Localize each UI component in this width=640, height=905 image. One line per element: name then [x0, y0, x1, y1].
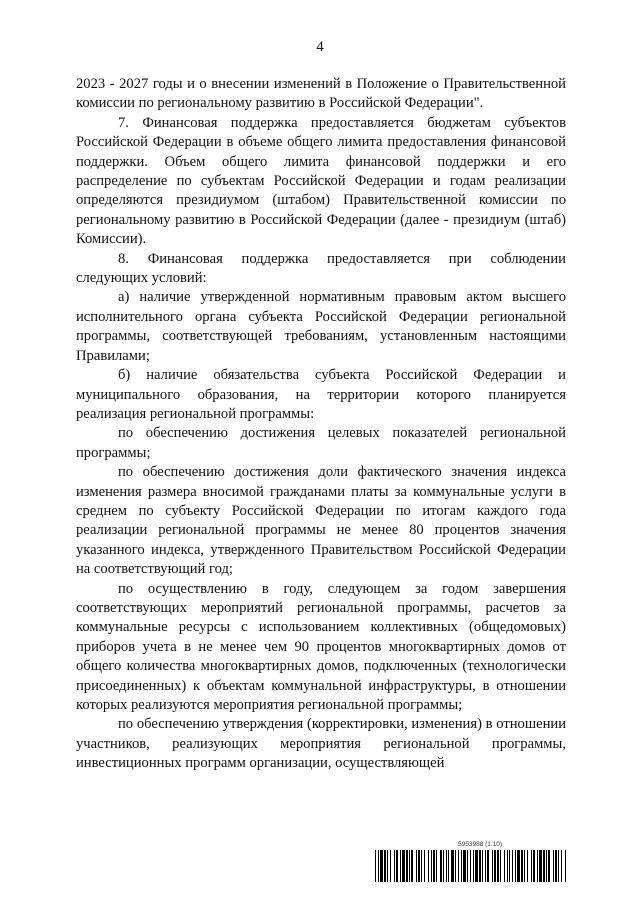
document-body	[76, 75, 566, 774]
barcode-bar	[387, 850, 388, 882]
barcode-bar	[479, 850, 481, 882]
barcode-bar	[482, 850, 483, 882]
subitem-b: б) наличие обязательства субъекта Российской Федерации и муниципального образования, на территории которого планируется реализация региональной программы:	[76, 367, 566, 422]
barcode-bar	[521, 850, 523, 882]
barcode-bar	[548, 850, 550, 882]
barcode-bar	[531, 850, 532, 882]
subitem-a: а) наличие утвержденной нормативным правовым актом высшего исполнительного органа субъекта Российской Федерации региональной программы, соответствующей требованиям, установленным настоящими Правилами;	[76, 289, 566, 364]
barcode-bar	[431, 850, 432, 882]
barcode-bar	[504, 850, 505, 882]
barcode-bar	[539, 850, 542, 882]
obligation-metering: по осуществлению в году, следующем за годом завершения соответствующих мероприятий региональной программы, расчетов за коммунальные ресурсы с использованием коллективных (общедомовых) приборов учета в не менее чем 90 процентов многоквартирных домов от общего количества многоквартирных домов, подключенных (технологически присоединенных) к объектам коммунальной инфраструктуры, в отношении которых реализуются мероприятия региональной программы;	[76, 580, 566, 713]
paragraph-item-7: 7. Финансовая поддержка предоставляется бюджетам субъектов Российской Федерации в объеме общего лимита предоставления финансовой поддержки. Объем общего лимита финансовой поддержки и его распределение по субъектам Российской Федерации и годам реализации определяются президиумом (штабом) Правительственной комиссии по региональному развитию в Российской Федерации (далее - президиум (штаб) Комиссии).	[76, 114, 566, 248]
barcode-bar	[470, 850, 471, 882]
barcode-bar	[396, 850, 398, 882]
barcode-bar	[443, 850, 444, 882]
barcode-bar	[512, 850, 513, 882]
barcode-bar	[524, 850, 525, 882]
document-code: 5953988 (1.10)	[458, 841, 503, 848]
barcode-bar	[475, 850, 478, 882]
barcode-bar	[400, 850, 401, 882]
barcode-bar	[494, 850, 496, 882]
barcode-bar	[402, 850, 405, 882]
barcode-bar	[467, 850, 468, 882]
barcode-bar	[517, 850, 520, 882]
barcode-bar	[527, 850, 528, 882]
barcode-bar	[553, 850, 554, 882]
barcode-bar	[537, 850, 538, 882]
barcode-bar	[451, 850, 454, 882]
barcode-bar	[565, 850, 566, 882]
barcode-bar	[497, 850, 499, 882]
page-number: 4	[316, 39, 324, 55]
barcode-bar	[507, 850, 508, 882]
barcode-bar	[440, 850, 442, 882]
barcode-bar	[515, 850, 516, 882]
barcode-bar	[455, 850, 456, 882]
barcode-bar	[375, 850, 376, 882]
barcode-bar	[500, 850, 501, 882]
barcode-bar	[384, 850, 386, 882]
barcode-bar	[485, 850, 486, 882]
barcode-bar	[418, 850, 420, 882]
barcode-bar	[458, 850, 459, 882]
barcode-bar	[473, 850, 474, 882]
barcode-bar	[436, 850, 437, 882]
barcode-bar	[487, 850, 489, 882]
barcode-bar	[394, 850, 395, 882]
barcode-bar	[411, 850, 413, 882]
paragraph-item-8: 8. Финансовая поддержка предоставляется при соблюдении следующих условий:	[76, 250, 566, 287]
barcode-bar	[543, 850, 545, 882]
obligation-targets: по обеспечению достижения целевых показателей региональной программы;	[76, 425, 566, 461]
barcode-bar	[446, 850, 447, 882]
obligation-tariff-index: по обеспечению достижения доли фактического значения индекса изменения размера вносимой гражданами платы за коммунальные услуги в среднем по субъекту Российской Федерации по итогам каждого года реализации региональной программы не менее 80 процентов значения указанного индекса, утвержденного Правительством Российской Федерации на соответствующий год;	[76, 464, 566, 578]
barcode-bar	[428, 850, 429, 882]
barcode-bar	[463, 850, 466, 882]
obligation-investment-programs: по обеспечению утверждения (корректировки, изменения) в отношении участников, реализующих мероприятия региональной программы, инвестиционных программ организации, осуществляющей	[76, 716, 566, 772]
barcode-bar	[416, 850, 417, 882]
barcode-bar	[433, 850, 435, 882]
barcode-bar	[561, 850, 562, 882]
barcode-bar	[533, 850, 535, 882]
barcode-bar	[546, 850, 547, 882]
barcode-bar	[509, 850, 510, 882]
paragraph-continuation: 2023 - 2027 годы и о внесении изменений в Положение о Правительственной комиссии по региональному развитию в Российской Федерации".	[76, 76, 566, 112]
barcode-bar	[555, 850, 557, 882]
barcode-bar	[424, 850, 425, 882]
barcode-bar	[558, 850, 559, 882]
barcode-bar	[406, 850, 408, 882]
barcode-bar	[380, 850, 383, 882]
barcode	[375, 850, 568, 882]
barcode-bar	[378, 850, 379, 882]
barcode-bar	[409, 850, 410, 882]
barcode-bar	[492, 850, 493, 882]
barcode-bar	[421, 850, 422, 882]
barcode-bar	[461, 850, 462, 882]
barcode-bar	[448, 850, 449, 882]
barcode-bar	[390, 850, 391, 882]
